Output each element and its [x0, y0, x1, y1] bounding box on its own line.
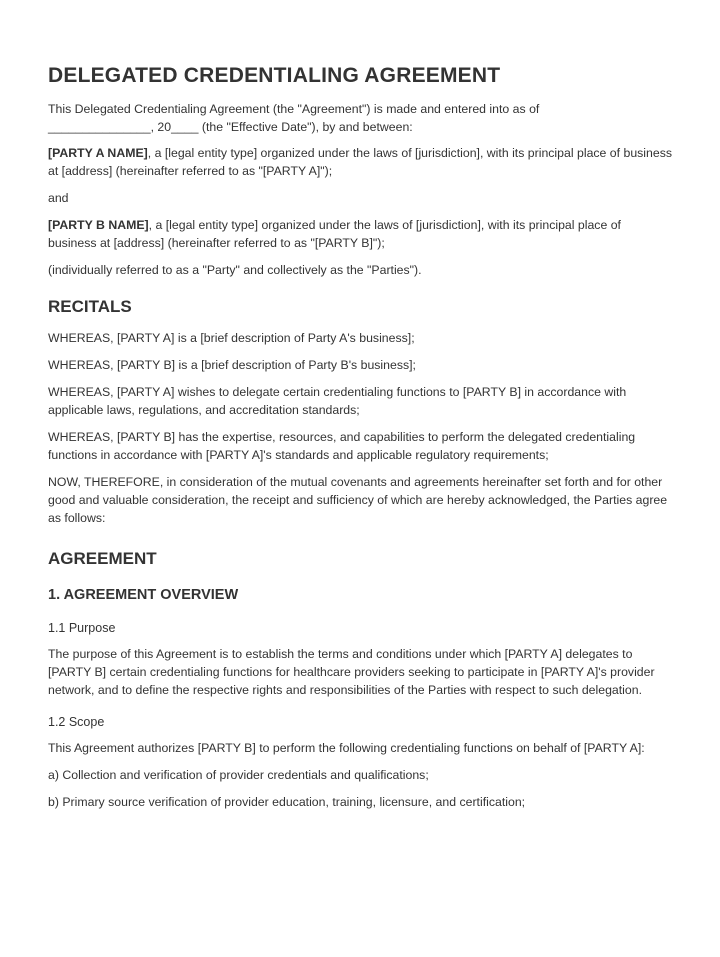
party-a-name: [PARTY A NAME] — [48, 146, 148, 160]
party-b-paragraph — [48, 216, 672, 252]
document-title: DELEGATED CREDENTIALING AGREEMENT — [48, 64, 501, 87]
party-b-name: [PARTY B NAME] — [48, 218, 149, 232]
section-1-heading: 1. AGREEMENT OVERVIEW — [48, 587, 239, 603]
party-a-paragraph — [48, 144, 672, 180]
scope-text: This Agreement authorizes [PARTY B] to perform the following credentialing functions on behalf of [PARTY A]: — [48, 741, 645, 755]
parties-definition: (individually referred to as a "Party" and collectively as the "Parties"). — [48, 263, 422, 277]
now-therefore-paragraph: NOW, THEREFORE, in consideration of the mutual covenants and agreements hereinafter set forth and for other good and valuable consideration, the receipt and sufficiency of which are hereby acknowledged, the Parties agree as follows: — [48, 475, 668, 525]
intro-line-2: _______________, 20____ (the "Effective Date"), by and between: — [48, 120, 413, 134]
recitals-heading: RECITALS — [48, 297, 132, 316]
recital-item: WHEREAS, [PARTY B] has the expertise, resources, and capabilities to perform the delegated credentialing functions in accordance with [PARTY A]'s standards and applicable regulatory requirements; — [48, 430, 636, 462]
scope-list-item: b) Primary source verification of provider education, training, licensure, and certification; — [48, 795, 526, 809]
purpose-text: The purpose of this Agreement is to establish the terms and conditions under which [PARTY A] delegates to [PARTY B] certain credentialing functions for healthcare providers seeking to participate in [PARTY A]'s provider network, and to define the respective rights and responsibilities of the Parties with respect to such delegation. — [48, 647, 655, 697]
agreement-heading: AGREEMENT — [48, 549, 157, 568]
scope-list-item: a) Collection and verification of provider credentials and qualifications; — [48, 768, 429, 782]
party-a-description: , a [legal entity type] organized under the laws of [jurisdiction], with its principal place of business at [address] (hereinafter referred to as "[PARTY A]"); — [48, 146, 673, 178]
and-word: and — [48, 191, 69, 205]
party-b-description: , a [legal entity type] organized under the laws of [jurisdiction], with its principal place of business at [address] (hereinafter referred to as "[PARTY B]"); — [48, 218, 621, 250]
intro-paragraph — [48, 100, 672, 136]
recital-item: WHEREAS, [PARTY B] is a [brief description of Party B's business]; — [48, 358, 416, 372]
recital-item: WHEREAS, [PARTY A] is a [brief description of Party A's business]; — [48, 331, 415, 345]
recital-item: WHEREAS, [PARTY A] wishes to delegate certain credentialing functions to [PARTY B] in accordance with applicable laws, regulations, and accreditation standards; — [48, 385, 627, 417]
intro-line-1: This Delegated Credentialing Agreement (the "Agreement") is made and entered into as of — [48, 102, 540, 116]
scope-heading: 1.2 Scope — [48, 715, 105, 729]
purpose-heading: 1.1 Purpose — [48, 621, 116, 635]
